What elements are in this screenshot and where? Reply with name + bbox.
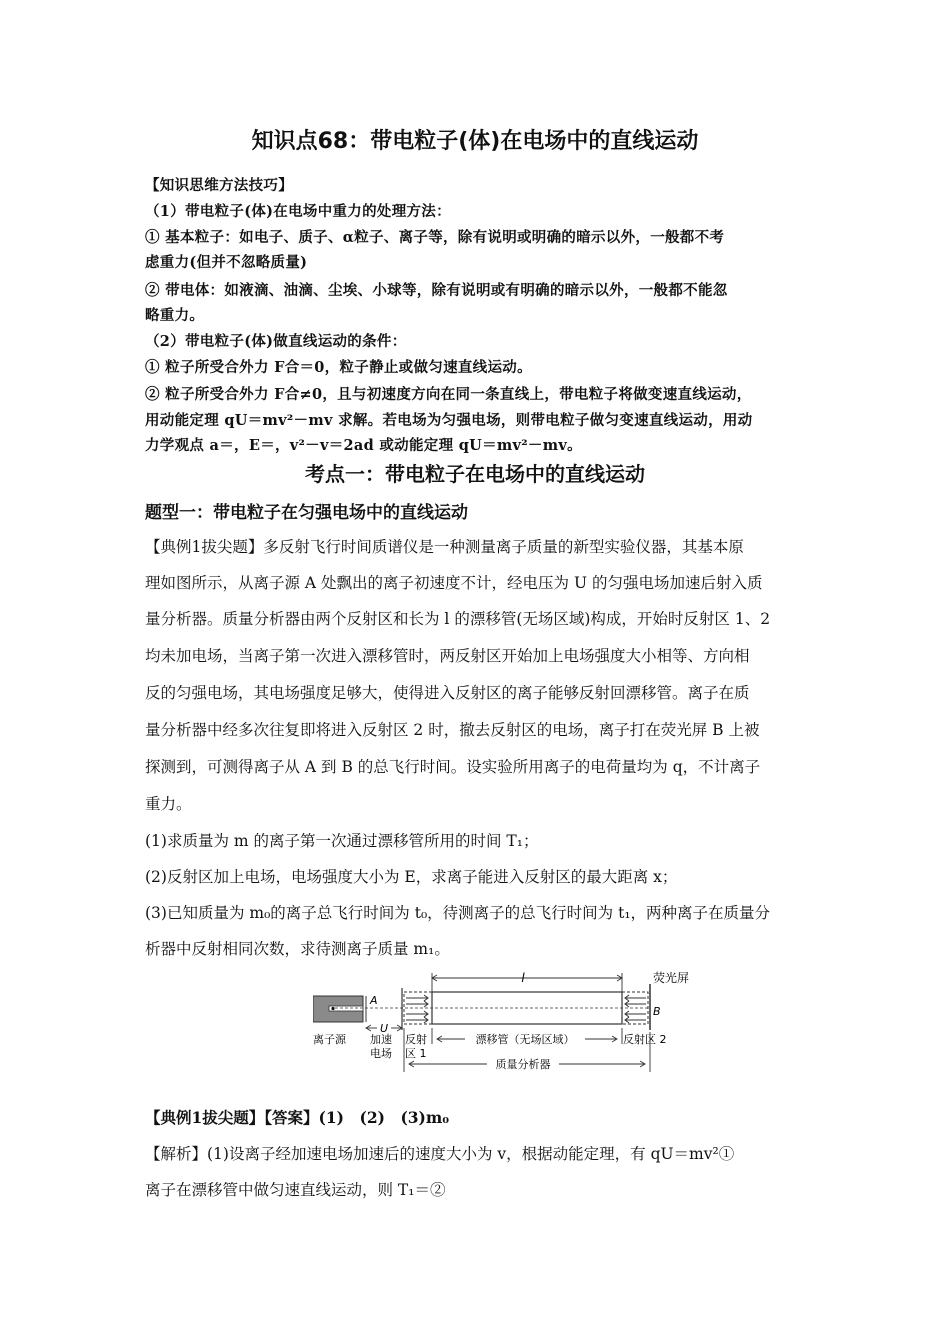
- kp-line-9: 用动能定理 qU＝mv²－mv 求解。若电场为匀强电场，则带电粒子做匀变速直线运动，用动: [145, 412, 753, 429]
- question-3-line-2: 析器中反射相同次数，求待测离子质量 m₁。: [145, 940, 450, 958]
- answer-line: 【典例1拔尖题】【答案】(1) (2) (3)m₀: [145, 1108, 450, 1127]
- label-drift-tube: 漂移管（无场区域）: [475, 1033, 575, 1046]
- question-3-line-1: (3)已知质量为 m₀的离子总飞行时间为 t₀，待测离子的总飞行时间为 t₁，两种离子在质量分: [145, 904, 771, 922]
- problem-line-6: 量分析器中经多次往复即将进入反射区 2 时，撤去反射区的电场，离子打在荧光屏 B 上被: [145, 721, 760, 739]
- label-analyzer: 质量分析器: [495, 1058, 551, 1071]
- problem-line-7: 探测到，可测得离子从 A 到 B 的总飞行时间。设实验所用离子的电荷量均为 q，不计离子: [145, 758, 761, 776]
- problem-line-1: 【典例1拔尖题】多反射飞行时间质谱仪是一种测量离子质量的新型实验仪器，其基本原: [145, 538, 744, 556]
- label-l: l: [521, 971, 525, 985]
- tixing-heading: 题型一：带电粒子在匀强电场中的直线运动: [145, 503, 468, 523]
- label-b: B: [653, 1005, 661, 1018]
- label-refl2: 反射区 2: [623, 1033, 667, 1046]
- page-title: 知识点68：带电粒子(体)在电场中的直线运动: [251, 129, 699, 154]
- kp-line-4: ② 带电体：如液滴、油滴、尘埃、小球等，除有说明或有明确的暗示以外，一般都不能忽: [145, 282, 728, 299]
- label-refl1-2: 区 1: [405, 1047, 427, 1060]
- problem-line-4: 均未加电场，当离子第一次进入漂移管时，两反射区开始加上电场强度大小相等、方向相: [145, 647, 750, 665]
- section-heading: 【知识思维方法技巧】: [145, 178, 293, 194]
- kp-line-3: 虑重力(但并不忽略质量): [145, 254, 308, 271]
- problem-line-5: 反的匀强电场，其电场强度足够大，使得进入反射区的离子能够反射回漂移管。离子在质: [145, 684, 750, 702]
- kp-line-7: ① 粒子所受合外力 F合＝0，粒子静止或做匀速直线运动。: [145, 359, 532, 376]
- problem-line-3: 量分析器。质量分析器由两个反射区和长为 l 的漂移管(无场区域)构成，开始时反射区 1、2: [145, 610, 771, 628]
- label-a: A: [370, 994, 378, 1007]
- kaodian-heading: 考点一：带电粒子在电场中的直线运动: [305, 462, 645, 486]
- problem-line-2: 理如图所示，从离子源 A 处飘出的离子初速度不计，经电压为 U 的匀强电场加速后射入质: [145, 574, 763, 592]
- label-screen: 荧光屏: [653, 971, 690, 985]
- label-ion-source: 离子源: [313, 1033, 346, 1046]
- kp-line-6: （2）带电粒子(体)做直线运动的条件：: [145, 333, 407, 350]
- kp-line-2: ① 基本粒子：如电子、质子、α粒子、离子等，除有说明或明确的暗示以外，一般都不考: [145, 229, 725, 246]
- label-refl1-1: 反射: [405, 1033, 427, 1046]
- kp-line-10: 力学观点 a＝，E＝，v²－v＝2ad 或动能定理 qU＝mv²－mv。: [145, 437, 582, 454]
- problem-line-8: 重力。: [145, 795, 192, 813]
- kp-line-5: 略重力。: [145, 307, 205, 324]
- label-accel-1: 加速: [370, 1033, 392, 1046]
- analysis-line-2: 离子在漂移管中做匀速直线运动，则 T₁＝②: [145, 1181, 446, 1199]
- question-2: (2)反射区加上电场，电场强度大小为 E，求离子能进入反射区的最大距离 x；: [145, 868, 678, 886]
- mass-analyzer-figure: [313, 968, 703, 1078]
- kp-line-8: ② 粒子所受合外力 F合≠0，且与初速度方向在同一条直线上，带电粒子将做变速直线运动，: [145, 386, 752, 403]
- label-accel-2: 电场: [370, 1047, 392, 1060]
- kp-line-1: （1）带电粒子(体)在电场中重力的处理方法：: [145, 203, 451, 220]
- analysis-line-1: 【解析】(1)设离子经加速电场加速后的速度大小为 v，根据动能定理，有 qU＝mv²①: [145, 1145, 735, 1163]
- label-u: U: [379, 1022, 389, 1035]
- question-1: (1)求质量为 m 的离子第一次通过漂移管所用的时间 T₁；: [145, 832, 539, 850]
